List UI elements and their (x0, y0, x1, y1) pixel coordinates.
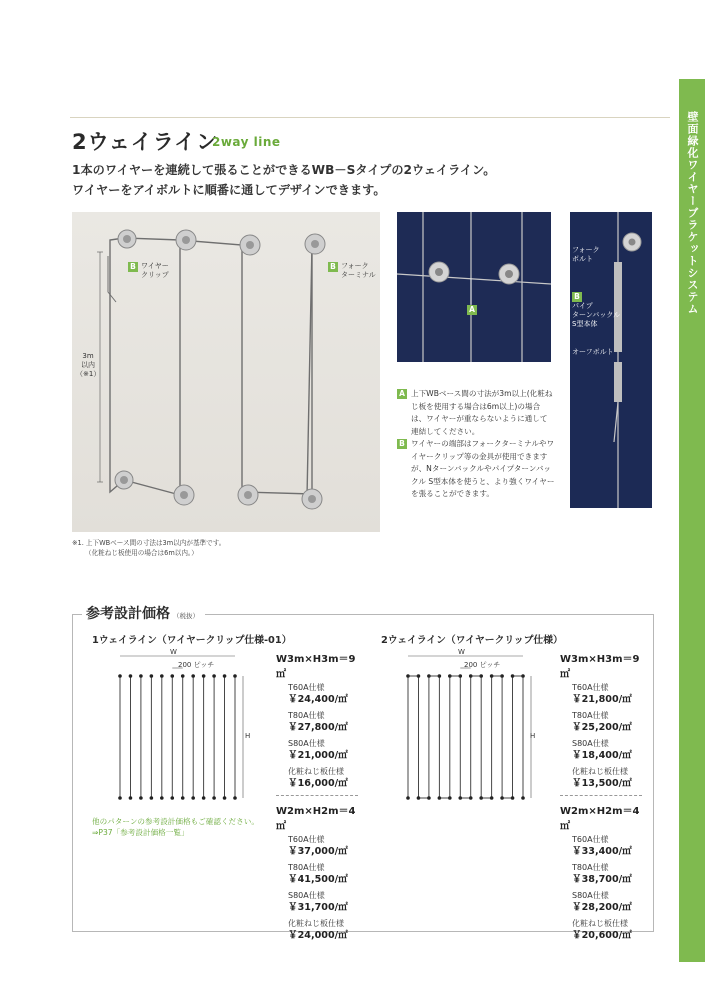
price-label: 化粧ねじ板仕様 (288, 767, 344, 776)
price-separator (560, 795, 642, 796)
price-label: T60A仕様 (572, 683, 609, 692)
price-label: 化粧ねじ板仕様 (572, 919, 628, 928)
anchor-dot (118, 796, 122, 800)
pipe-turnbuckle-line2: ターンバックル (572, 311, 621, 319)
page-title-en: 2way line (212, 135, 281, 149)
left-size2-item (276, 863, 358, 886)
diagram-2way-svg (398, 648, 558, 808)
left-size1-item (276, 767, 358, 790)
price-label: 化粧ねじ板仕様 (288, 919, 344, 928)
note-a-text: 上下WBベース間の寸法が3m以上(化粧ねじ板を使用する場合は6m以上)の場合は、ワイヤーが重ならないように通して連結してください。 (411, 389, 553, 436)
price-separator (276, 795, 358, 796)
price-label: T80A仕様 (288, 863, 325, 872)
anchor-dot (129, 674, 133, 678)
diagram-2way-pitch-label: 200 ピッチ (464, 661, 501, 669)
price-label: T60A仕様 (572, 835, 609, 844)
note-a-tag: A (397, 389, 407, 399)
anchor-dot (181, 674, 185, 678)
anchor-dot (212, 796, 216, 800)
anchor-dot (129, 796, 133, 800)
right-size1-heading: W3m×H3m＝9㎡ (560, 654, 640, 680)
diagram-2way-h-label: H (530, 732, 536, 740)
callout-wire-clip-line1: ワイヤー (141, 262, 169, 270)
anchor-dot (170, 674, 174, 678)
right-price-column (560, 650, 642, 947)
label-pipe-turnbuckle (572, 292, 620, 329)
price-label: T60A仕様 (288, 683, 325, 692)
note-b-text: ワイヤーの端部はフォークターミナルやワイヤークリップ等の金具が使用できますが、Nターンバックルやパイプターンバックル S型本体を使うと、より強くワイヤーを張ることができます。 (411, 439, 555, 498)
note-a (397, 388, 555, 438)
anchor-dot (521, 796, 525, 800)
anchor-dot (202, 674, 206, 678)
diagram-1way-w-label: W (170, 648, 177, 656)
price-label: T80A仕様 (572, 711, 609, 720)
anchor-dot (191, 796, 195, 800)
lead-line-1: 1本のワイヤーを連続して張ることができるWB－Sタイプの2ウェイライン。 (72, 163, 496, 177)
anchor-dot (139, 796, 143, 800)
anchor-dot (181, 796, 185, 800)
anchor-dot (160, 796, 164, 800)
price-value: ￥31,700/㎡ (288, 902, 348, 913)
price-value: ￥28,200/㎡ (572, 902, 632, 913)
callout-fork-terminal-line2: ターミナル (341, 271, 376, 279)
anchor-dot (233, 674, 237, 678)
eye-bolt-detail-illustration (397, 212, 551, 362)
right-size2-heading: W2m×H2m＝4㎡ (560, 806, 640, 832)
note-b-tag: B (397, 439, 407, 449)
side-tab[interactable] (679, 79, 705, 962)
page-title: 2ウェイライン (72, 130, 219, 154)
dimension-line2: 以内 (81, 361, 95, 369)
price-value: ￥21,000/㎡ (288, 750, 348, 761)
price-label: S80A仕様 (572, 891, 609, 900)
price-label: S80A仕様 (288, 739, 325, 748)
left-size2-heading: W2m×H2m＝4㎡ (276, 806, 356, 832)
left-size1-item (276, 739, 358, 762)
footnote-line1: ※1. 上下WBベース間の寸法は3m以内が基準です。 (72, 539, 226, 547)
anchor-dot (406, 796, 410, 800)
price-label: S80A仕様 (572, 739, 609, 748)
left-size2-item (276, 835, 358, 858)
tag-b-photo3: B (572, 292, 582, 302)
lead-line-2: ワイヤーをアイボルトに順番に通してデザインできます。 (72, 183, 386, 197)
right-size1-item (560, 767, 642, 790)
other-pattern-note[interactable] (92, 816, 259, 838)
anchor-dot (202, 796, 206, 800)
price-label: T80A仕様 (572, 863, 609, 872)
anchor-dot (150, 796, 154, 800)
price-value: ￥38,700/㎡ (572, 874, 632, 885)
fork-bolt-line2: ボルト (572, 255, 593, 263)
anchor-dot (139, 674, 143, 678)
price-value: ￥41,500/㎡ (288, 874, 348, 885)
other-pattern-page-link[interactable]: ⇒P37「参考設計価格一覧」 (92, 828, 189, 837)
left-subtitle: 1ウェイライン（ワイヤークリップ仕様-01） (92, 635, 292, 646)
diagram-1way-h-label: H (245, 732, 251, 740)
right-size1-item (560, 739, 642, 762)
right-size1-item (560, 711, 642, 734)
anchor-dot (212, 674, 216, 678)
price-value: ￥37,000/㎡ (288, 846, 348, 857)
diagram-1way-svg (110, 648, 270, 808)
callout-wire-clip-line2: クリップ (141, 271, 169, 279)
price-value: ￥33,400/㎡ (572, 846, 632, 857)
right-size2-item (560, 835, 642, 858)
price-value: ￥18,400/㎡ (572, 750, 632, 761)
price-value: ￥20,600/㎡ (572, 930, 632, 941)
pricing-title-sub: （税抜） (173, 612, 199, 620)
price-value: ￥25,200/㎡ (572, 722, 632, 733)
tag-a: A (467, 305, 477, 315)
anchor-dot (170, 796, 174, 800)
diagram-2way (398, 648, 558, 808)
left-size2-item (276, 919, 358, 942)
right-subtitle: 2ウェイライン（ワイヤークリップ仕様） (381, 635, 563, 646)
anchor-dot (150, 674, 154, 678)
anchor-dot (223, 674, 227, 678)
price-label: 化粧ねじ板仕様 (572, 767, 628, 776)
label-fork-bolt (572, 246, 600, 264)
callout-tag-b2: B (328, 262, 338, 272)
right-size2-item (560, 891, 642, 914)
price-label: T60A仕様 (288, 835, 325, 844)
callout-wire-clip (128, 262, 169, 280)
price-label: T80A仕様 (288, 711, 325, 720)
detail-photo-b (570, 212, 652, 508)
pipe-turnbuckle-line3: S型本体 (572, 320, 598, 328)
other-pattern-note-line1: 他のパターンの参考設計価格もご確認ください。 (92, 817, 259, 826)
callout-fork-terminal-line1: フォーク (341, 262, 369, 270)
price-value: ￥13,500/㎡ (572, 778, 632, 789)
dimension-line1: 3m (82, 352, 94, 360)
pipe-turnbuckle-line1: パイプ (572, 302, 593, 310)
detail-photo-a (397, 212, 551, 362)
anchor-dot (191, 674, 195, 678)
pricing-title: 参考設計価格 (86, 606, 170, 622)
dimension-label (76, 352, 100, 379)
main-photo (72, 212, 380, 532)
photo-tag-a (467, 305, 480, 315)
callout-tag-b: B (128, 262, 138, 272)
note-b (397, 438, 555, 501)
side-tab-label: 壁面緑化ワイヤーブラケットシステム (686, 111, 699, 315)
pricing-title-wrap (82, 603, 205, 623)
right-size2-item (560, 919, 642, 942)
lead-text (72, 160, 495, 200)
right-size2-item (560, 863, 642, 886)
diagram-1way-pitch-label: 200 ピッチ (178, 661, 215, 669)
left-size1-item (276, 711, 358, 734)
anchor-dot (223, 796, 227, 800)
left-size1-item (276, 683, 358, 706)
left-price-column (276, 650, 358, 947)
wire-zigzag-illustration (72, 212, 380, 532)
price-label: S80A仕様 (288, 891, 325, 900)
callout-fork-terminal (328, 262, 376, 280)
price-value: ￥27,800/㎡ (288, 722, 348, 733)
right-size1-item (560, 683, 642, 706)
price-value: ￥16,000/㎡ (288, 778, 348, 789)
price-value: ￥24,000/㎡ (288, 930, 348, 941)
diagram-1way (110, 648, 270, 808)
anchor-dot (233, 796, 237, 800)
anchor-dot (118, 674, 122, 678)
fork-bolt-line1: フォーク (572, 246, 600, 254)
anchor-dot (160, 674, 164, 678)
left-size1-heading: W3m×H3m＝9㎡ (276, 654, 356, 680)
price-value: ￥24,400/㎡ (288, 694, 348, 705)
footnote (72, 538, 225, 558)
header-rule (70, 117, 670, 118)
left-size2-item (276, 891, 358, 914)
footnote-line2: （化粧ねじ板使用の場合は6m以内。） (85, 549, 198, 557)
label-eye-bolt: オーフボルト (572, 348, 614, 356)
diagram-2way-w-label: W (458, 648, 465, 656)
dimension-line3: （※1） (76, 370, 101, 378)
price-value: ￥21,800/㎡ (572, 694, 632, 705)
